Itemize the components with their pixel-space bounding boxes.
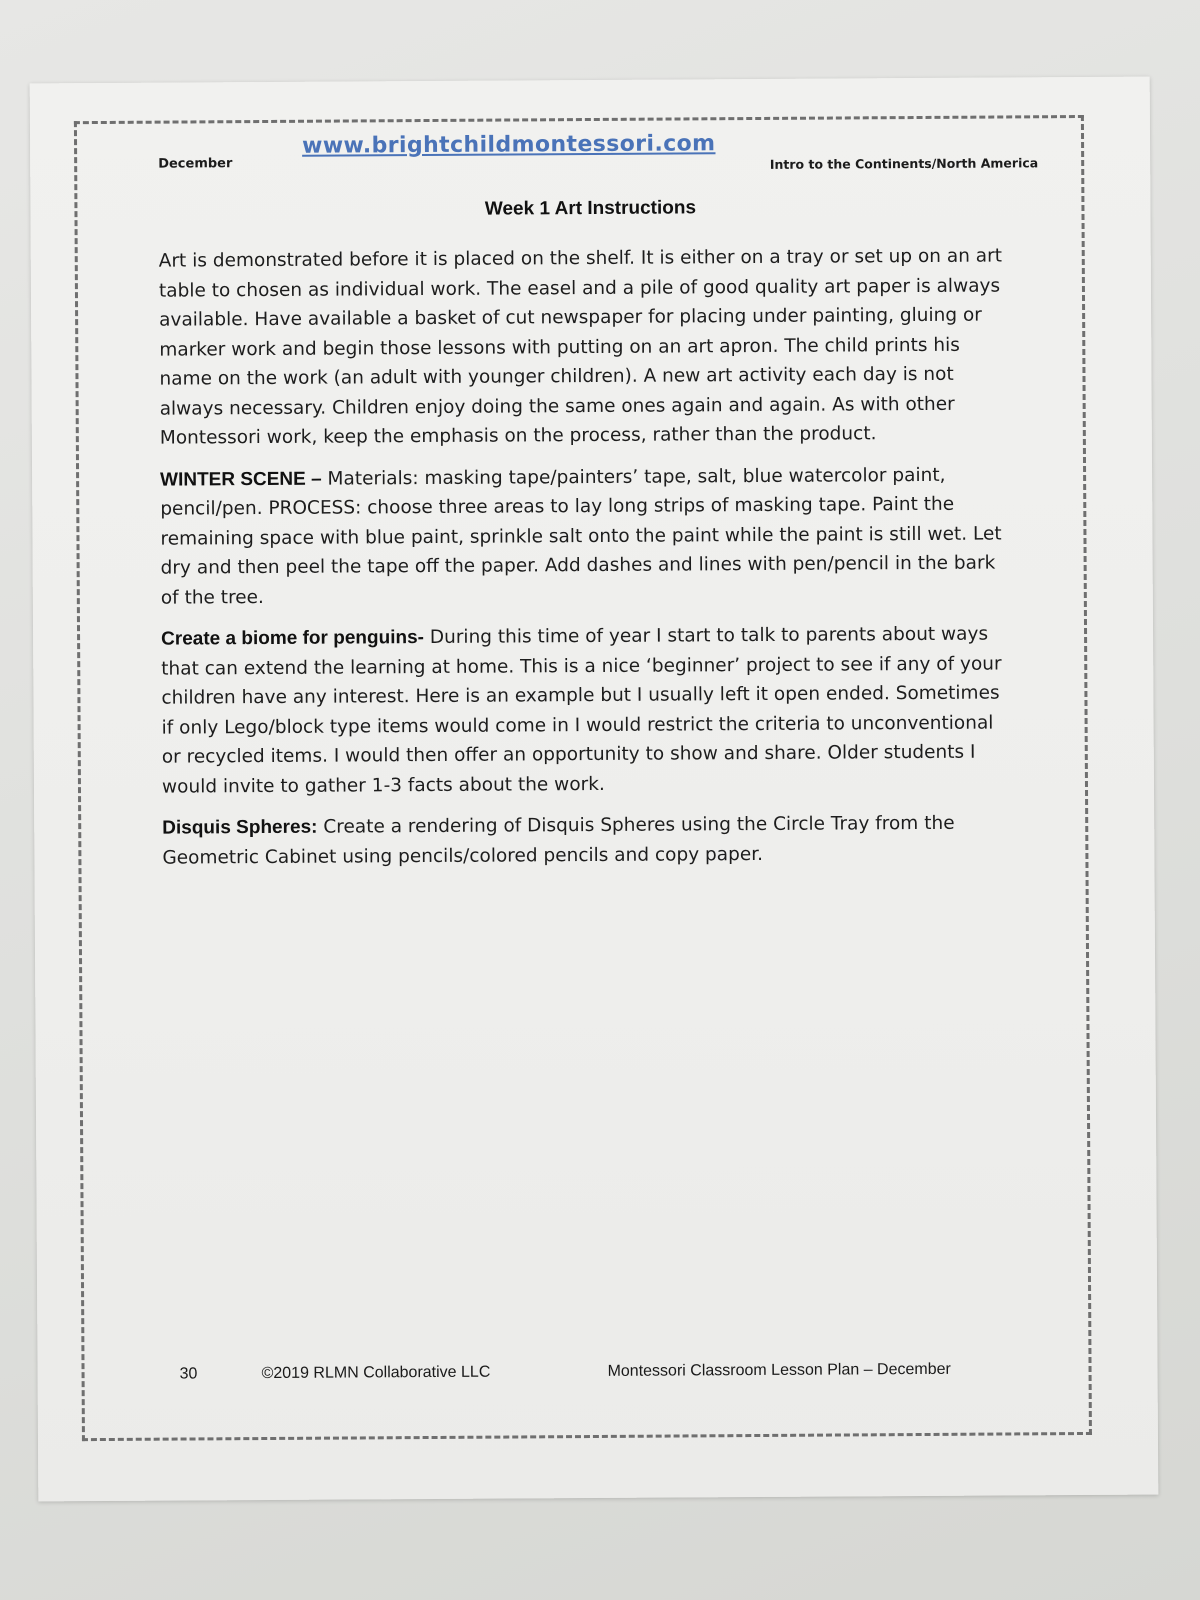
paper-sheet — [30, 77, 1159, 1502]
content-body — [159, 241, 1013, 884]
paragraph-disquis-spheres — [162, 808, 1012, 872]
disquis-spheres-text: Create a rendering of Disquis Spheres using the Circle Tray from the Geometric Cabinet using pencils/colored pencils and copy paper. — [162, 812, 955, 869]
header-month: December — [158, 156, 233, 172]
header-url-link[interactable]: www.brightchildmontessori.com — [301, 131, 716, 159]
footer-copyright: ©2019 RLMN Collaborative LLC — [261, 1363, 491, 1383]
penguin-biome-label: Create a biome for penguins- — [161, 627, 425, 650]
winter-scene-text: Materials: masking tape/painters’ tape, salt, blue watercolor paint, pencil/pen. PROCESS: choose three areas to lay long strips of masking tape. Paint the remaining space with blue paint, sprinkle salt onto the paint while the paint is still wet. Let dry and then peel the tape off the paper. Add dashes and lines with pen/pencil in the bark of the tree. — [160, 464, 1002, 609]
page-title: Week 1 Art Instructions — [484, 197, 697, 220]
winter-scene-label: WINTER SCENE – — [160, 468, 322, 491]
paragraph-winter-scene — [160, 460, 1011, 613]
footer-page-number: 30 — [179, 1365, 198, 1383]
paragraph-intro: Art is demonstrated before it is placed on the shelf. It is either on a tray or set up on an art table to chosen as individual work. The easel and a pile of good quality art paper is always available. Have available a basket of cut newspaper for placing under painting, gluing or marker work and begin those lessons with putting on an art apron. The child prints his name on the work (an adult with younger children). A new art activity each day is not always necessary. Children enjoy doing the same ones again and again. As with other Montessori work, keep the emphasis on the process, rather than the product. — [158, 245, 1003, 449]
paragraph-penguin-biome — [161, 619, 1012, 801]
penguin-biome-text: During this time of year I start to talk to parents about ways that can extend the learning at home. This is a nice ‘beginner’ project to see if any of your children have any interest. Here is an example but I usually left it open ended. Sometimes if only Lego/block type items would come in I would restrict the criteria to unconventional or recycled items. I would then offer an opportunity to show and share. Older students I would invite to gather 1-3 facts about the work. — [161, 623, 1002, 798]
footer-plan-title: Montessori Classroom Lesson Plan – December — [607, 1360, 951, 1380]
header-topic: Intro to the Continents/North America — [769, 155, 1039, 172]
disquis-spheres-label: Disquis Spheres: — [162, 816, 318, 839]
